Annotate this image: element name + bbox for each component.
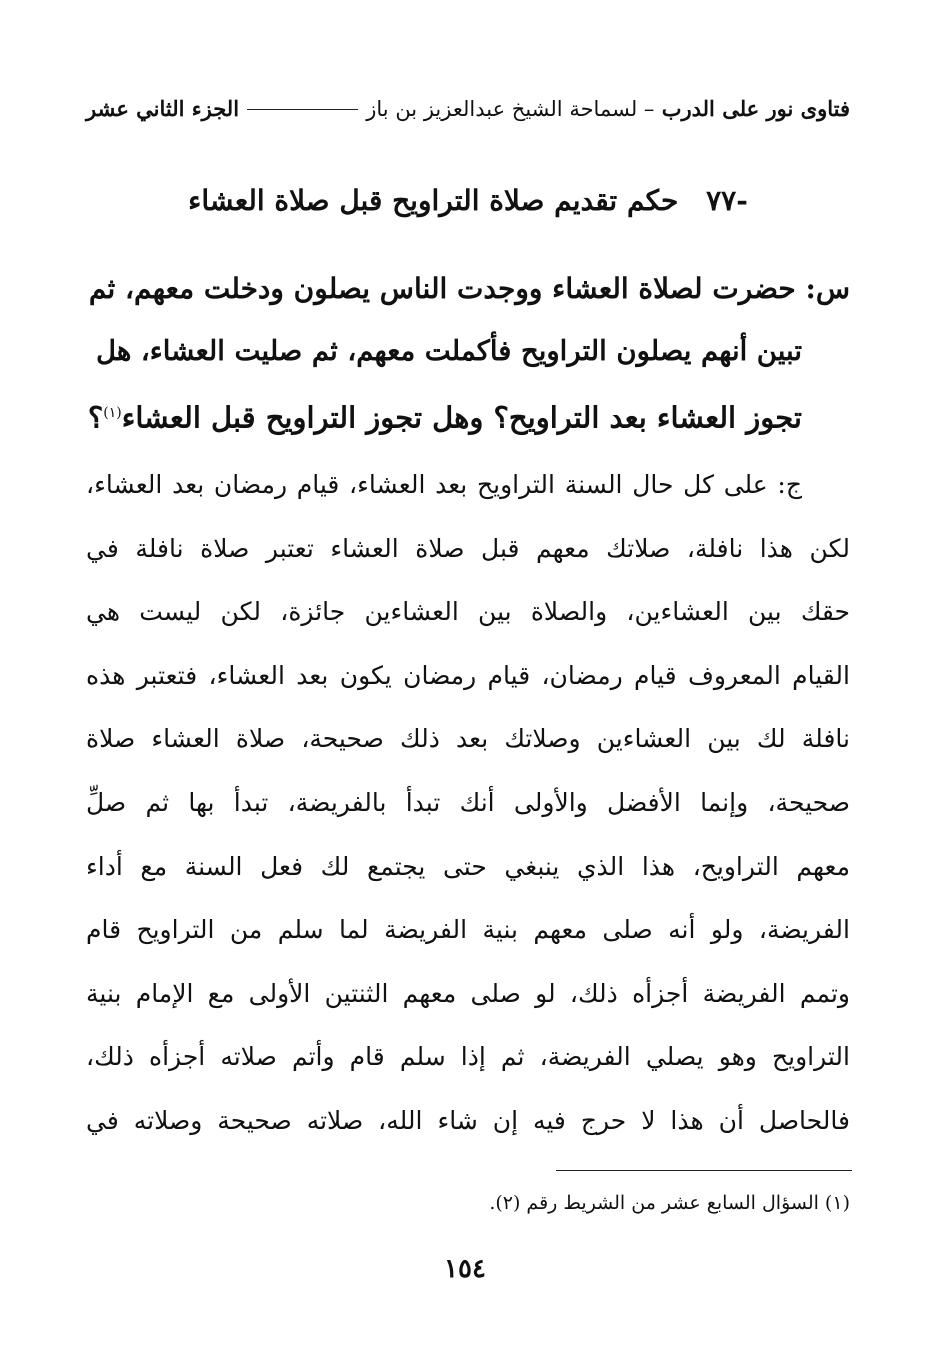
answer-block [86, 453, 850, 1153]
header-dash-rule [247, 109, 358, 110]
answer-line: نافلة لك بين العشاءين وصلاتك بعد ذلك صحيحة، صلاة العشاء صلاة [86, 724, 850, 754]
question-line: س: حضرت لصلاة العشاء ووجدت الناس يصلون ودخلت معهم، ثم [88, 272, 850, 305]
question-line: تبين أنهم يصلون التراويح فأكملت معهم، ثم صليت العشاء، هل [96, 335, 802, 367]
answer-line: صحيحة، وإنما الأفضل والأولى أنك تبدأ بالفريضة، تبدأ بها ثم صلِّ [86, 787, 850, 817]
header-part: الجزء الثاني عشر [86, 95, 240, 121]
chapter-number: -٧٧ [706, 184, 748, 217]
answer-line: حقك بين العشاءين، والصلاة بين العشاءين جائزة، لكن ليست هي [86, 597, 850, 627]
answer-line: وتمم الفريضة أجزأه ذلك، لو صلى معهم الثنتين الأولى مع الإمام بنية [86, 978, 850, 1008]
footnote: (١) السؤال السابع عشر من الشريط رقم (٢). [489, 1192, 850, 1214]
question-block [86, 258, 850, 449]
answer-line: فالحاصل أن هذا لا حرج فيه إن شاء الله، صلاته صحيحة وصلاته في [86, 1105, 850, 1135]
answer-line: معهم التراويح، هذا الذي ينبغي حتى يجتمع لك فعل السنة مع أداء [86, 851, 850, 881]
chapter-title: حكم تقديم صلاة التراويح قبل صلاة العشاء [188, 184, 679, 217]
page-number: ١٥٤ [444, 1254, 486, 1284]
answer-line: ج: على كل حال السنة التراويح بعد العشاء، قيام رمضان بعد العشاء، [86, 470, 802, 499]
book-title: فتاوى نور على الدرب [661, 95, 850, 121]
footnote-separator [556, 1170, 852, 1171]
header-book-title [366, 96, 850, 121]
question-mark: ؟ [87, 400, 104, 435]
answer-line: التراويح وهو يصلي الفريضة، ثم إذا سلم قام وأتم صلاته أجزأه ذلك، [86, 1042, 850, 1072]
answer-line: لكن هذا نافلة، صلاتك معهم قبل صلاة العشاء تعتبر صلاة نافلة في [86, 533, 850, 563]
answer-line: الفريضة، ولو أنه صلى معهم بنية الفريضة لما سلم من التراويح قام [86, 915, 850, 945]
question-line-last [86, 382, 850, 449]
running-header [86, 88, 850, 128]
chapter-heading [86, 184, 850, 217]
question-line-text: تجوز العشاء بعد التراويح؟ وهل تجوز التراويح قبل العشاء [121, 400, 802, 435]
author-name: – لسماحة الشيخ عبدالعزيز بن باز [366, 96, 655, 121]
footnote-reference: (١) [103, 405, 122, 421]
answer-line: القيام المعروف قيام رمضان، قيام رمضان يكون بعد العشاء، فتعتبر هذه [86, 660, 850, 690]
